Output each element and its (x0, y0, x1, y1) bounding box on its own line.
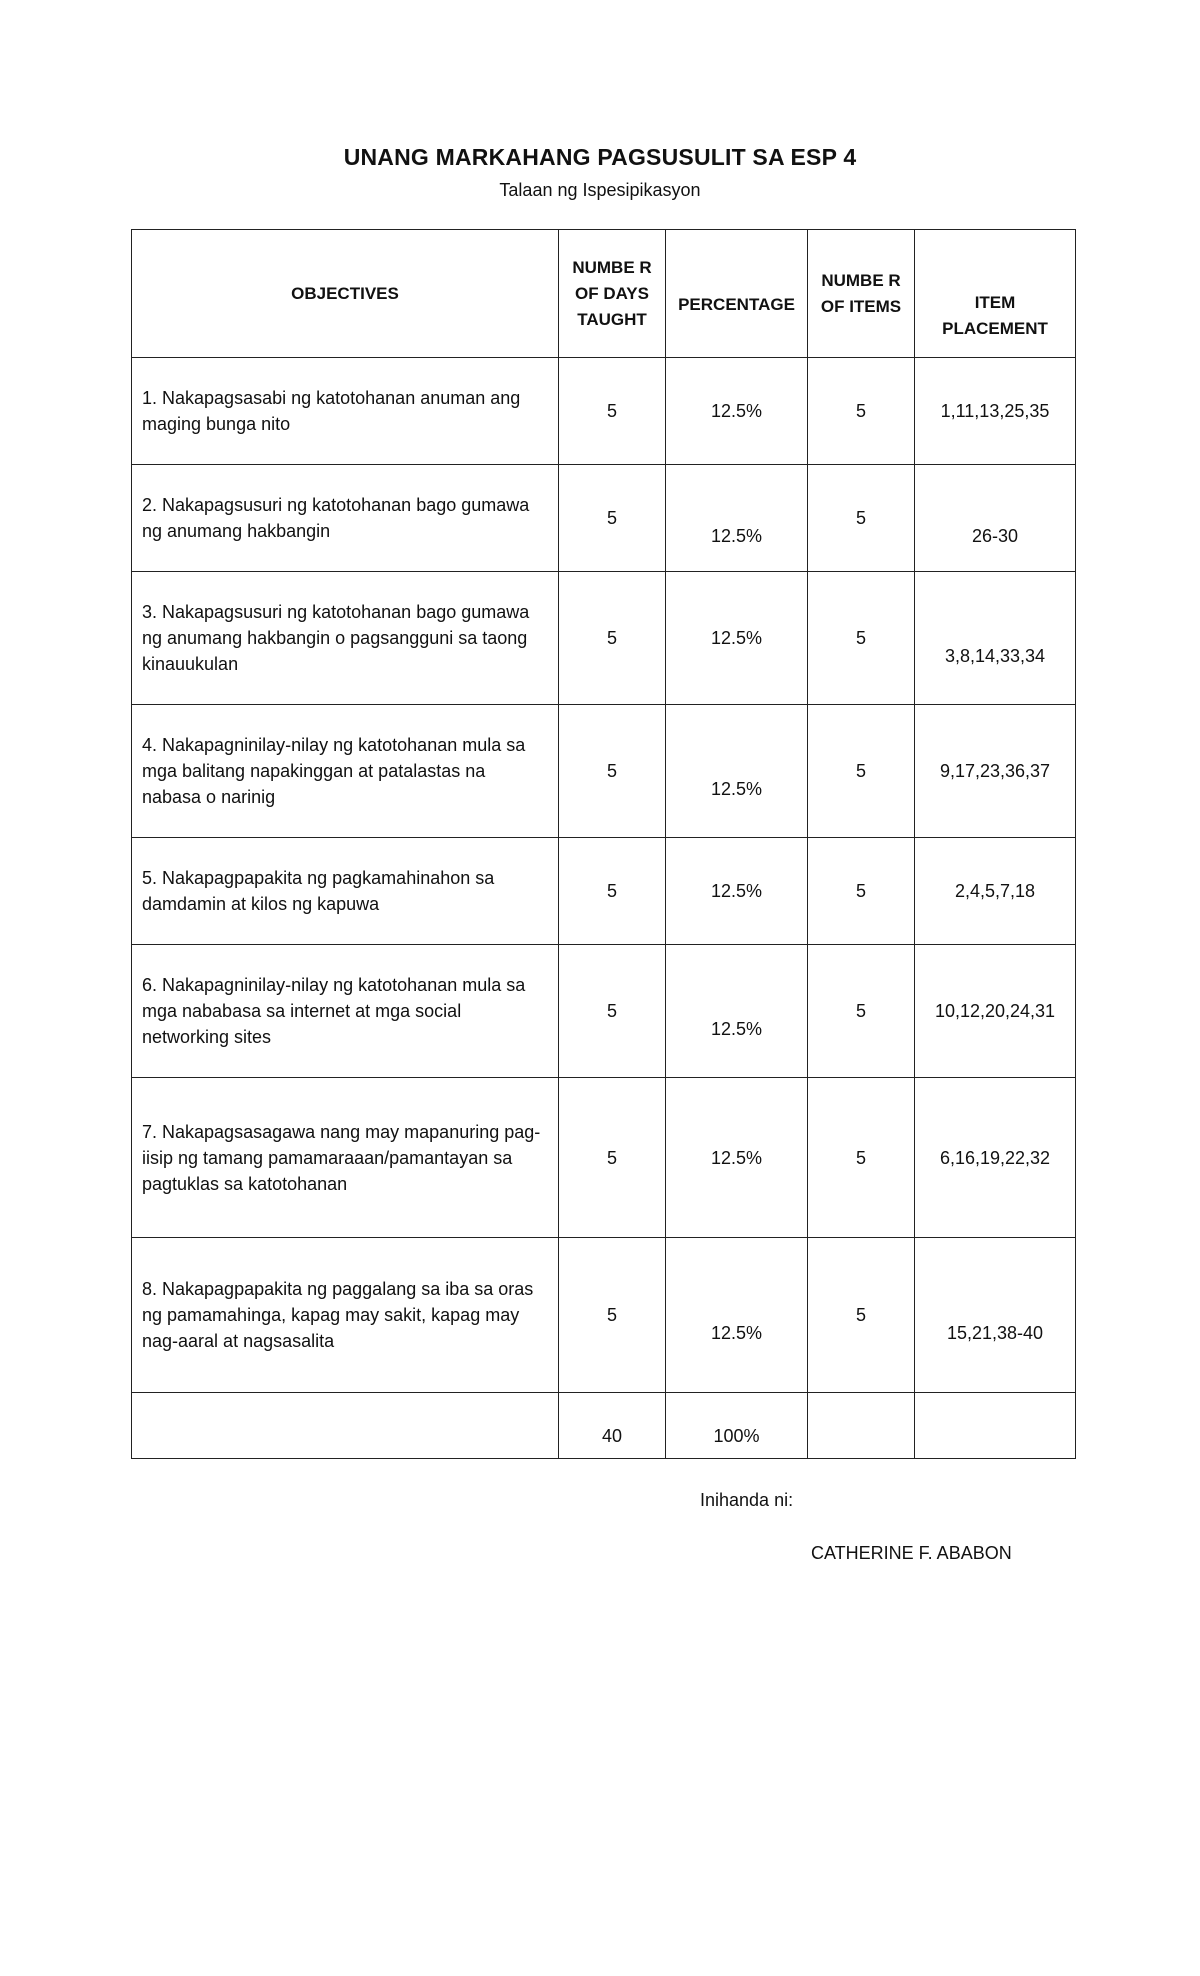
table-row (132, 465, 1076, 572)
header-percentage: PERCENTAGE (666, 230, 808, 358)
items-cell: 5 (808, 1238, 915, 1393)
prepared-by-name: CATHERINE F. ABABON (811, 1543, 1012, 1563)
percentage-cell: 12.5% (666, 1078, 808, 1238)
items-cell: 5 (808, 1078, 915, 1238)
percentage-cell: 12.5% (666, 838, 808, 945)
document-subtitle: Talaan ng Ispesipikasyon (499, 180, 701, 200)
items-cell: 5 (808, 945, 915, 1078)
total-percentage-cell (666, 1393, 808, 1459)
placement-cell: 2,4,5,7,18 (915, 838, 1076, 945)
table-row (132, 705, 1076, 838)
items-cell: 5 (808, 358, 915, 465)
placement-value: 26-30 (971, 526, 1019, 546)
items-cell: 5 (808, 465, 915, 572)
percentage-cell (666, 1238, 808, 1393)
objective-cell: 1. Nakapagsasabi ng katotohanan anuman ang maging bunga nito (132, 358, 559, 465)
placement-cell: 6,16,19,22,32 (915, 1078, 1076, 1238)
table-row (132, 838, 1076, 945)
placement-value: 3,8,14,33,34 (944, 646, 1046, 666)
placement-cell (915, 465, 1076, 572)
objective-cell: 3. Nakapagsusuri ng katotohanan bago gumawa ng anumang hakbangin o pagsangguni sa taong kinauukulan (132, 572, 559, 705)
percentage-cell: 12.5% (666, 572, 808, 705)
header-days-taught: NUMBE R OF DAYS TAUGHT (559, 230, 666, 358)
totals-row (132, 1393, 1076, 1459)
percentage-cell: 12.5% (666, 358, 808, 465)
header-item-placement: ITEM PLACEMENT (915, 230, 1076, 358)
percentage-value: 12.5% (710, 1019, 763, 1039)
days-cell: 5 (559, 838, 666, 945)
table-row (132, 945, 1076, 1078)
table-row (132, 572, 1076, 705)
percentage-cell (666, 945, 808, 1078)
total-items-cell (808, 1393, 915, 1459)
percentage-value: 12.5% (710, 1323, 763, 1343)
days-cell: 5 (559, 572, 666, 705)
placement-cell (915, 572, 1076, 705)
days-cell: 5 (559, 358, 666, 465)
objective-cell: 6. Nakapagninilay-nilay ng katotohanan mula sa mga nababasa sa internet at mga social networking sites (132, 945, 559, 1078)
total-days-cell (559, 1393, 666, 1459)
percentage-value: 12.5% (710, 779, 763, 799)
document-title: UNANG MARKAHANG PAGSUSULIT SA ESP 4 (343, 144, 857, 170)
total-days-value: 40 (601, 1425, 623, 1446)
days-cell: 5 (559, 465, 666, 572)
placement-value: 15,21,38-40 (946, 1323, 1044, 1343)
total-percentage-value: 100% (713, 1425, 760, 1446)
percentage-cell (666, 465, 808, 572)
table-row (132, 1078, 1076, 1238)
totals-objective-cell (132, 1393, 559, 1459)
days-cell: 5 (559, 705, 666, 838)
percentage-value: 12.5% (710, 526, 763, 546)
percentage-cell (666, 705, 808, 838)
days-cell: 5 (559, 1238, 666, 1393)
placement-cell: 1,11,13,25,35 (915, 358, 1076, 465)
objective-cell: 4. Nakapagninilay-nilay ng katotohanan mula sa mga balitang napakinggan at patalastas na nabasa o narinig (132, 705, 559, 838)
prepared-by-label: Inihanda ni: (700, 1490, 794, 1510)
placement-cell: 9,17,23,36,37 (915, 705, 1076, 838)
header-objectives: OBJECTIVES (132, 230, 559, 358)
items-cell: 5 (808, 838, 915, 945)
items-cell: 5 (808, 705, 915, 838)
placement-cell (915, 1238, 1076, 1393)
specification-table (131, 229, 1076, 1459)
header-number-of-items: NUMBE R OF ITEMS (808, 230, 915, 358)
objective-cell: 7. Nakapagsasagawa nang may mapanuring pag-iisip ng tamang pamamaraaan/pamantayan sa pagtuklas sa katotohanan (132, 1078, 559, 1238)
table-row (132, 1238, 1076, 1393)
table-header-row (132, 230, 1076, 358)
items-cell: 5 (808, 572, 915, 705)
days-cell: 5 (559, 945, 666, 1078)
objective-cell: 5. Nakapagpapakita ng pagkamahinahon sa damdamin at kilos ng kapuwa (132, 838, 559, 945)
placement-cell: 10,12,20,24,31 (915, 945, 1076, 1078)
total-placement-cell (915, 1393, 1076, 1459)
objective-cell: 8. Nakapagpapakita ng paggalang sa iba sa oras ng pamamahinga, kapag may sakit, kapag may nag-aaral at nagsasalita (132, 1238, 559, 1393)
days-cell: 5 (559, 1078, 666, 1238)
table-row (132, 358, 1076, 465)
objective-cell: 2. Nakapagsusuri ng katotohanan bago gumawa ng anumang hakbangin (132, 465, 559, 572)
